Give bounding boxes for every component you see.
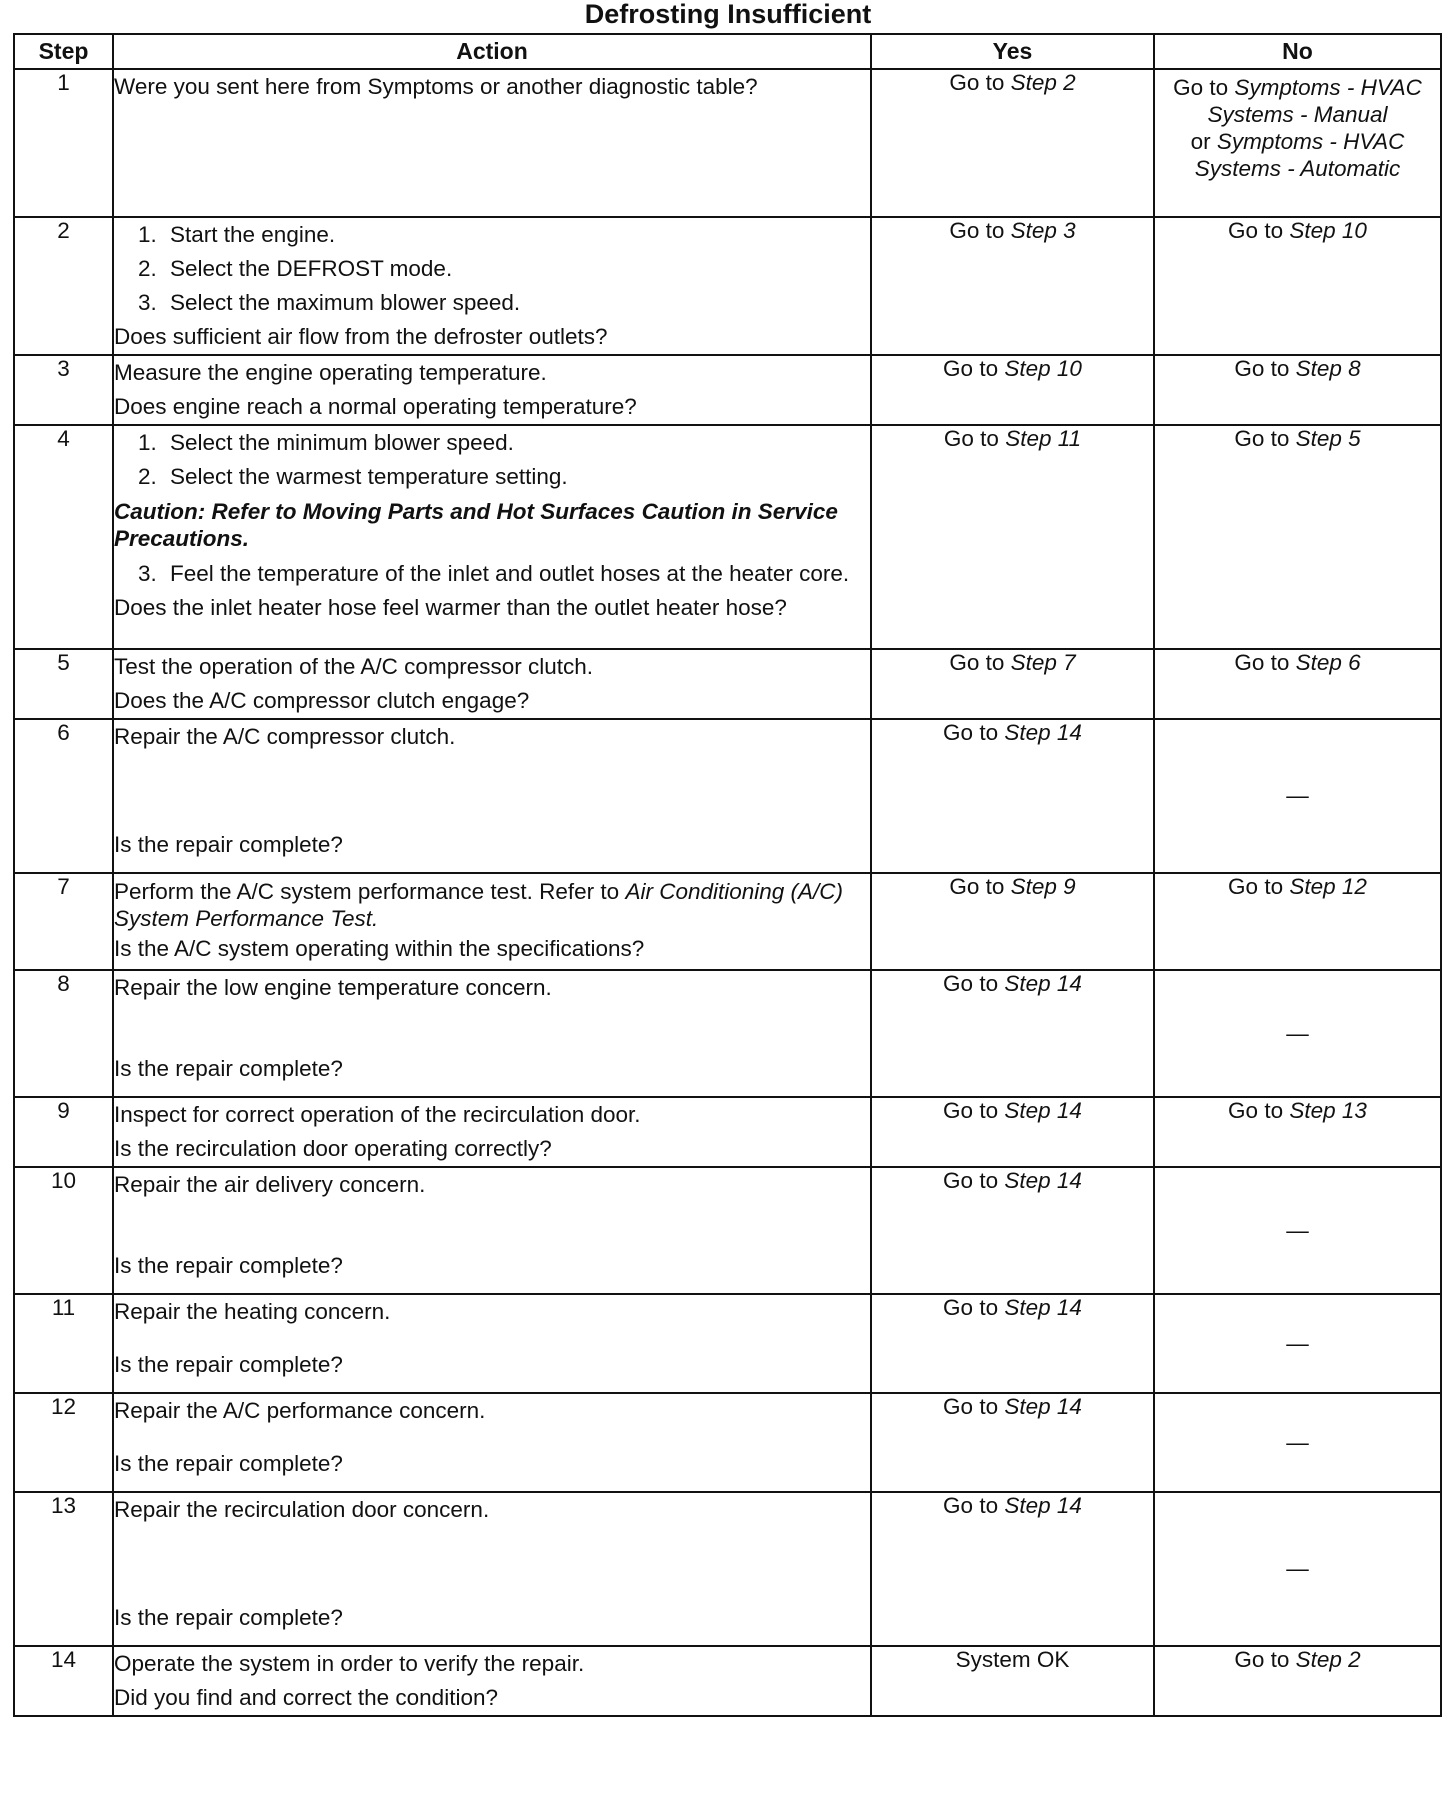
diagnostic-table <box>13 33 1442 1717</box>
table-row <box>14 1393 1441 1492</box>
step-number: 4 <box>14 425 113 649</box>
question: Is the repair complete? <box>114 1605 343 1630</box>
table-row <box>14 425 1441 649</box>
no-cell: — <box>1154 1294 1441 1393</box>
yes-cell: Go to Step 14 <box>871 1097 1154 1167</box>
caution-note: Caution: Refer to Moving Parts and Hot Surfaces Caution in Service Precautions. <box>114 499 838 551</box>
step-number: 12 <box>14 1393 113 1492</box>
step-number: 1 <box>14 69 113 217</box>
action-cell: Repair the heating concern. Is the repair complete? <box>113 1294 871 1393</box>
table-title: Defrosting Insufficient <box>584 0 872 29</box>
action-cell <box>113 69 871 217</box>
no-cell: Go to Step 2 <box>1154 1646 1441 1716</box>
header-no: No <box>1154 34 1441 69</box>
step-number: 10 <box>14 1167 113 1294</box>
no-cell: Go to Step 13 <box>1154 1097 1441 1167</box>
yes-cell: Go to Step 14 <box>871 1294 1154 1393</box>
yes-cell: Go to Step 2 <box>871 69 1154 217</box>
action-cell: Repair the A/C compressor clutch. Is the repair complete? <box>113 719 871 873</box>
no-cell: — <box>1154 1393 1441 1492</box>
question: Is the A/C system operating within the specifications? <box>114 936 645 961</box>
question: Is the repair complete? <box>114 1056 343 1081</box>
yes-cell: Go to Step 3 <box>871 217 1154 355</box>
question: Is the repair complete? <box>114 1253 343 1278</box>
yes-cell: Go to Step 10 <box>871 355 1154 425</box>
yes-cell: Go to Step 14 <box>871 970 1154 1097</box>
yes-cell: Go to Step 9 <box>871 873 1154 970</box>
question: Is the recirculation door operating correctly? <box>114 1136 552 1161</box>
yes-cell: Go to Step 11 <box>871 425 1154 649</box>
table-row <box>14 1492 1441 1646</box>
step-number: 7 <box>14 873 113 970</box>
yes-cell: Go to Step 7 <box>871 649 1154 719</box>
action-cell: Perform the A/C system performance test. Refer to Air Conditioning (A/C) System Performance Test. Is the A/C system operating within the specifications? <box>113 873 871 970</box>
table-row <box>14 217 1441 355</box>
table-row <box>14 355 1441 425</box>
step-number: 2 <box>14 217 113 355</box>
reference-link: Air Conditioning (A/C) System Performance Test. <box>114 879 844 931</box>
no-cell: — <box>1154 1167 1441 1294</box>
header-yes: Yes <box>871 34 1154 69</box>
action-cell: 1. Select the minimum blower speed. 2. Select the warmest temperature setting. Caution: Refer to Moving Parts and Hot Surfaces Caution in Service Precautions. 3. Feel the temperature of the inlet and outlet hoses at the heater core. Does the inlet heater hose feel warmer than the outlet heater hose? <box>113 425 871 649</box>
table-row <box>14 970 1441 1097</box>
header-step: Step <box>14 34 113 69</box>
yes-cell: System OK <box>871 1646 1154 1716</box>
table-row <box>14 69 1441 217</box>
no-cell: Go to Step 12 <box>1154 873 1441 970</box>
table-row <box>14 1646 1441 1716</box>
question: Is the repair complete? <box>114 1451 343 1476</box>
question: Does engine reach a normal operating temperature? <box>114 394 637 419</box>
table-row <box>14 719 1441 873</box>
no-cell: — <box>1154 970 1441 1097</box>
yes-cell: Go to Step 14 <box>871 1492 1154 1646</box>
no-cell: Go to Step 8 <box>1154 355 1441 425</box>
step-number: 14 <box>14 1646 113 1716</box>
action-cell: Repair the low engine temperature concern. Is the repair complete? <box>113 970 871 1097</box>
table-row <box>14 1294 1441 1393</box>
yes-cell: Go to Step 14 <box>871 1167 1154 1294</box>
table-row <box>14 1097 1441 1167</box>
step-number: 11 <box>14 1294 113 1393</box>
yes-cell: Go to Step 14 <box>871 719 1154 873</box>
step-number: 8 <box>14 970 113 1097</box>
question: Is the repair complete? <box>114 832 343 857</box>
step-number: 13 <box>14 1492 113 1646</box>
header-action: Action <box>113 34 871 69</box>
question: Does sufficient air flow from the defroster outlets? <box>114 324 608 349</box>
action-cell: Test the operation of the A/C compressor clutch. Does the A/C compressor clutch engage? <box>113 649 871 719</box>
step-number: 9 <box>14 1097 113 1167</box>
step-number: 6 <box>14 719 113 873</box>
action-cell: 1. Start the engine. 2. Select the DEFROST mode. 3. Select the maximum blower speed. Does sufficient air flow from the defroster outlets? <box>113 217 871 355</box>
yes-cell: Go to Step 14 <box>871 1393 1154 1492</box>
action-cell: Repair the A/C performance concern. Is the repair complete? <box>113 1393 871 1492</box>
table-row <box>14 649 1441 719</box>
action-line: Were you sent here from Symptoms or another diagnostic table? <box>114 74 758 99</box>
question: Did you find and correct the condition? <box>114 1685 498 1710</box>
table-row <box>14 873 1441 970</box>
question: Does the A/C compressor clutch engage? <box>114 688 530 713</box>
action-cell: Repair the air delivery concern. Is the repair complete? <box>113 1167 871 1294</box>
no-cell: Go to Symptoms - HVAC Systems - Manual or Symptoms - HVAC Systems - Automatic <box>1154 69 1441 217</box>
question: Does the inlet heater hose feel warmer than the outlet heater hose? <box>114 595 787 620</box>
no-cell: — <box>1154 719 1441 873</box>
table-row <box>14 1167 1441 1294</box>
action-cell: Inspect for correct operation of the recirculation door. Is the recirculation door operating correctly? <box>113 1097 871 1167</box>
question: Is the repair complete? <box>114 1352 343 1377</box>
step-number: 5 <box>14 649 113 719</box>
no-cell: Go to Step 6 <box>1154 649 1441 719</box>
action-cell: Measure the engine operating temperature. Does engine reach a normal operating temperature? <box>113 355 871 425</box>
no-cell: — <box>1154 1492 1441 1646</box>
no-cell: Go to Step 5 <box>1154 425 1441 649</box>
header-row <box>14 34 1441 69</box>
action-cell: Repair the recirculation door concern. Is the repair complete? <box>113 1492 871 1646</box>
step-number: 3 <box>14 355 113 425</box>
no-cell: Go to Step 10 <box>1154 217 1441 355</box>
action-cell: Operate the system in order to verify the repair. Did you find and correct the condition? <box>113 1646 871 1716</box>
